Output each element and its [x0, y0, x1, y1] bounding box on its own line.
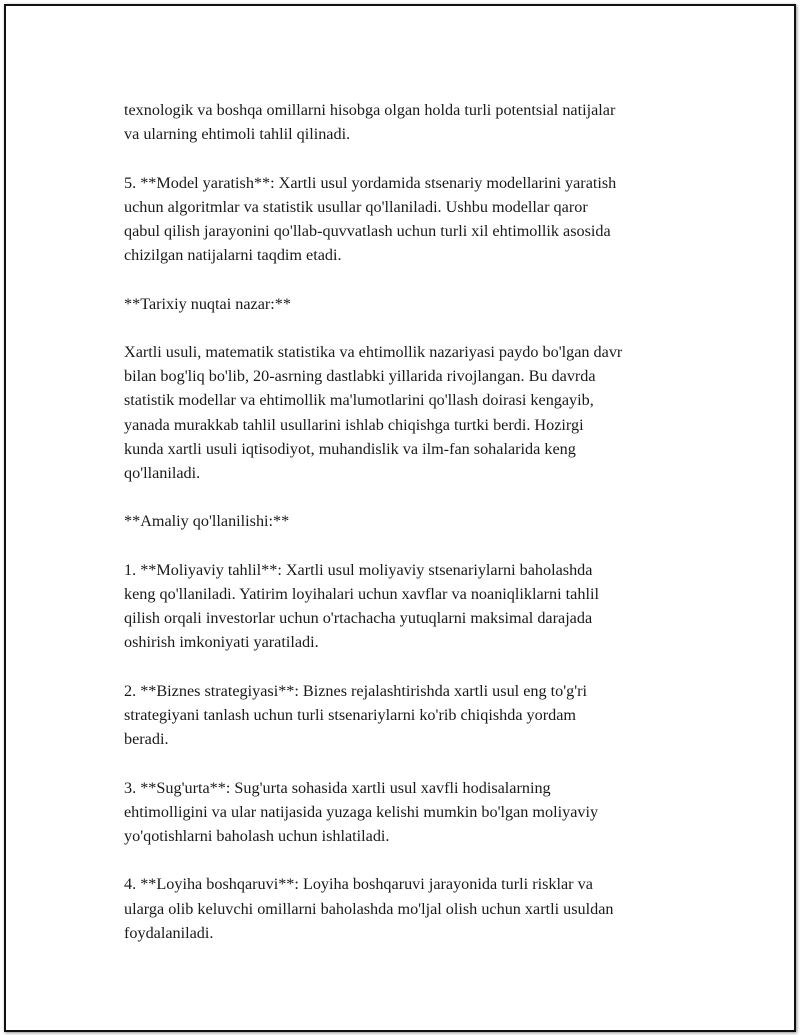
heading-amaliy-qollanilishi: [124, 509, 704, 533]
text-line: keng qo'llaniladi. Yatirim loyihalari uchun xavflar va noaniqliklarni tahlil: [124, 584, 599, 603]
list-item-loyiha-boshqaruvi: [124, 872, 704, 945]
text-line: yo'qotishlarni baholash uchun ishlatiladi.: [124, 826, 390, 845]
text-line: yanada murakkab tahlil usullarini ishlab chiqishga turtki berdi. Hozirgi: [124, 415, 584, 434]
list-item-sugurta: [124, 776, 704, 849]
text-line: va ularning ehtimoli tahlil qilinadi.: [124, 125, 351, 144]
paragraph-history: [124, 340, 704, 485]
text-line: **Tarixiy nuqtai nazar:**: [124, 294, 291, 313]
page-frame: [4, 4, 796, 1032]
list-item-moliyaviy-tahlil: [124, 558, 704, 655]
text-line: beradi.: [124, 730, 169, 749]
text-line: 5. **Model yaratish**: Xartli usul yordamida stsenariy modellarini yaratish: [124, 173, 617, 192]
text-line: texnologik va boshqa omillarni hisobga olgan holda turli potentsial natijalar: [124, 101, 616, 119]
list-item-biznes-strategiyasi: [124, 679, 704, 752]
text-line: foydalaniladi.: [124, 923, 214, 942]
heading-tarixiy-nuqtai-nazar: [124, 292, 704, 316]
text-line: 3. **Sug'urta**: Sug'urta sohasida xartli usul xavfli hodisalarning: [124, 778, 551, 797]
text-line: statistik modellar va ehtimollik ma'lumotlarini qo'llash doirasi kengayib,: [124, 391, 594, 410]
text-line: qabul qilish jarayonini qo'llab-quvvatlash uchun turli xil ehtimollik asosida: [124, 222, 611, 240]
text-line: qilish orqali investorlar uchun o'rtachacha yutuqlarni maksimal darajada: [124, 609, 593, 628]
text-line: kunda xartli usuli iqtisodiyot, muhandislik va ilm-fan sohalarida keng: [124, 439, 576, 458]
text-line: 2. **Biznes strategiyasi**: Biznes rejalashtirishda xartli usul eng to'g'ri: [124, 681, 588, 700]
text-line: bilan bog'liq bo'lib, 20-asrning dastlabki yillarida rivojlangan. Bu davrda: [124, 367, 596, 386]
text-line: qo'llaniladi.: [124, 464, 201, 482]
text-line: oshirish imkoniyati yaratiladi.: [124, 633, 319, 652]
text-line: 1. **Moliyaviy tahlil**: Xartli usul moliyaviy stsenariylarni baholashda: [124, 560, 593, 579]
text-line: Xartli usuli, matematik statistika va ehtimollik nazariyasi paydo bo'lgan davr: [124, 342, 623, 361]
text-line: chizilgan natijalarni taqdim etadi.: [124, 246, 342, 265]
text-line: 4. **Loyiha boshqaruvi**: Loyiha boshqaruvi jarayonida turli risklar va: [124, 875, 593, 894]
text-line: **Amaliy qo'llanilishi:**: [124, 512, 290, 531]
text-line: uchun algoritmlar va statistik usullar qo'llaniladi. Ushbu modellar qaror: [124, 197, 588, 216]
paragraph-intro-continuation: [124, 98, 704, 146]
document-body: [124, 98, 704, 969]
text-line: strategiyani tanlash uchun turli stsenariylarni ko'rib chiqishda yordam: [124, 705, 577, 724]
text-line: ularga olib keluvchi omillarni baholashda mo'ljal olish uchun xartli usuldan: [124, 899, 614, 918]
text-line: ehtimolligini va ular natijasida yuzaga kelishi mumkin bo'lgan moliyaviy: [124, 802, 599, 821]
paragraph-model-yaratish: [124, 171, 704, 268]
